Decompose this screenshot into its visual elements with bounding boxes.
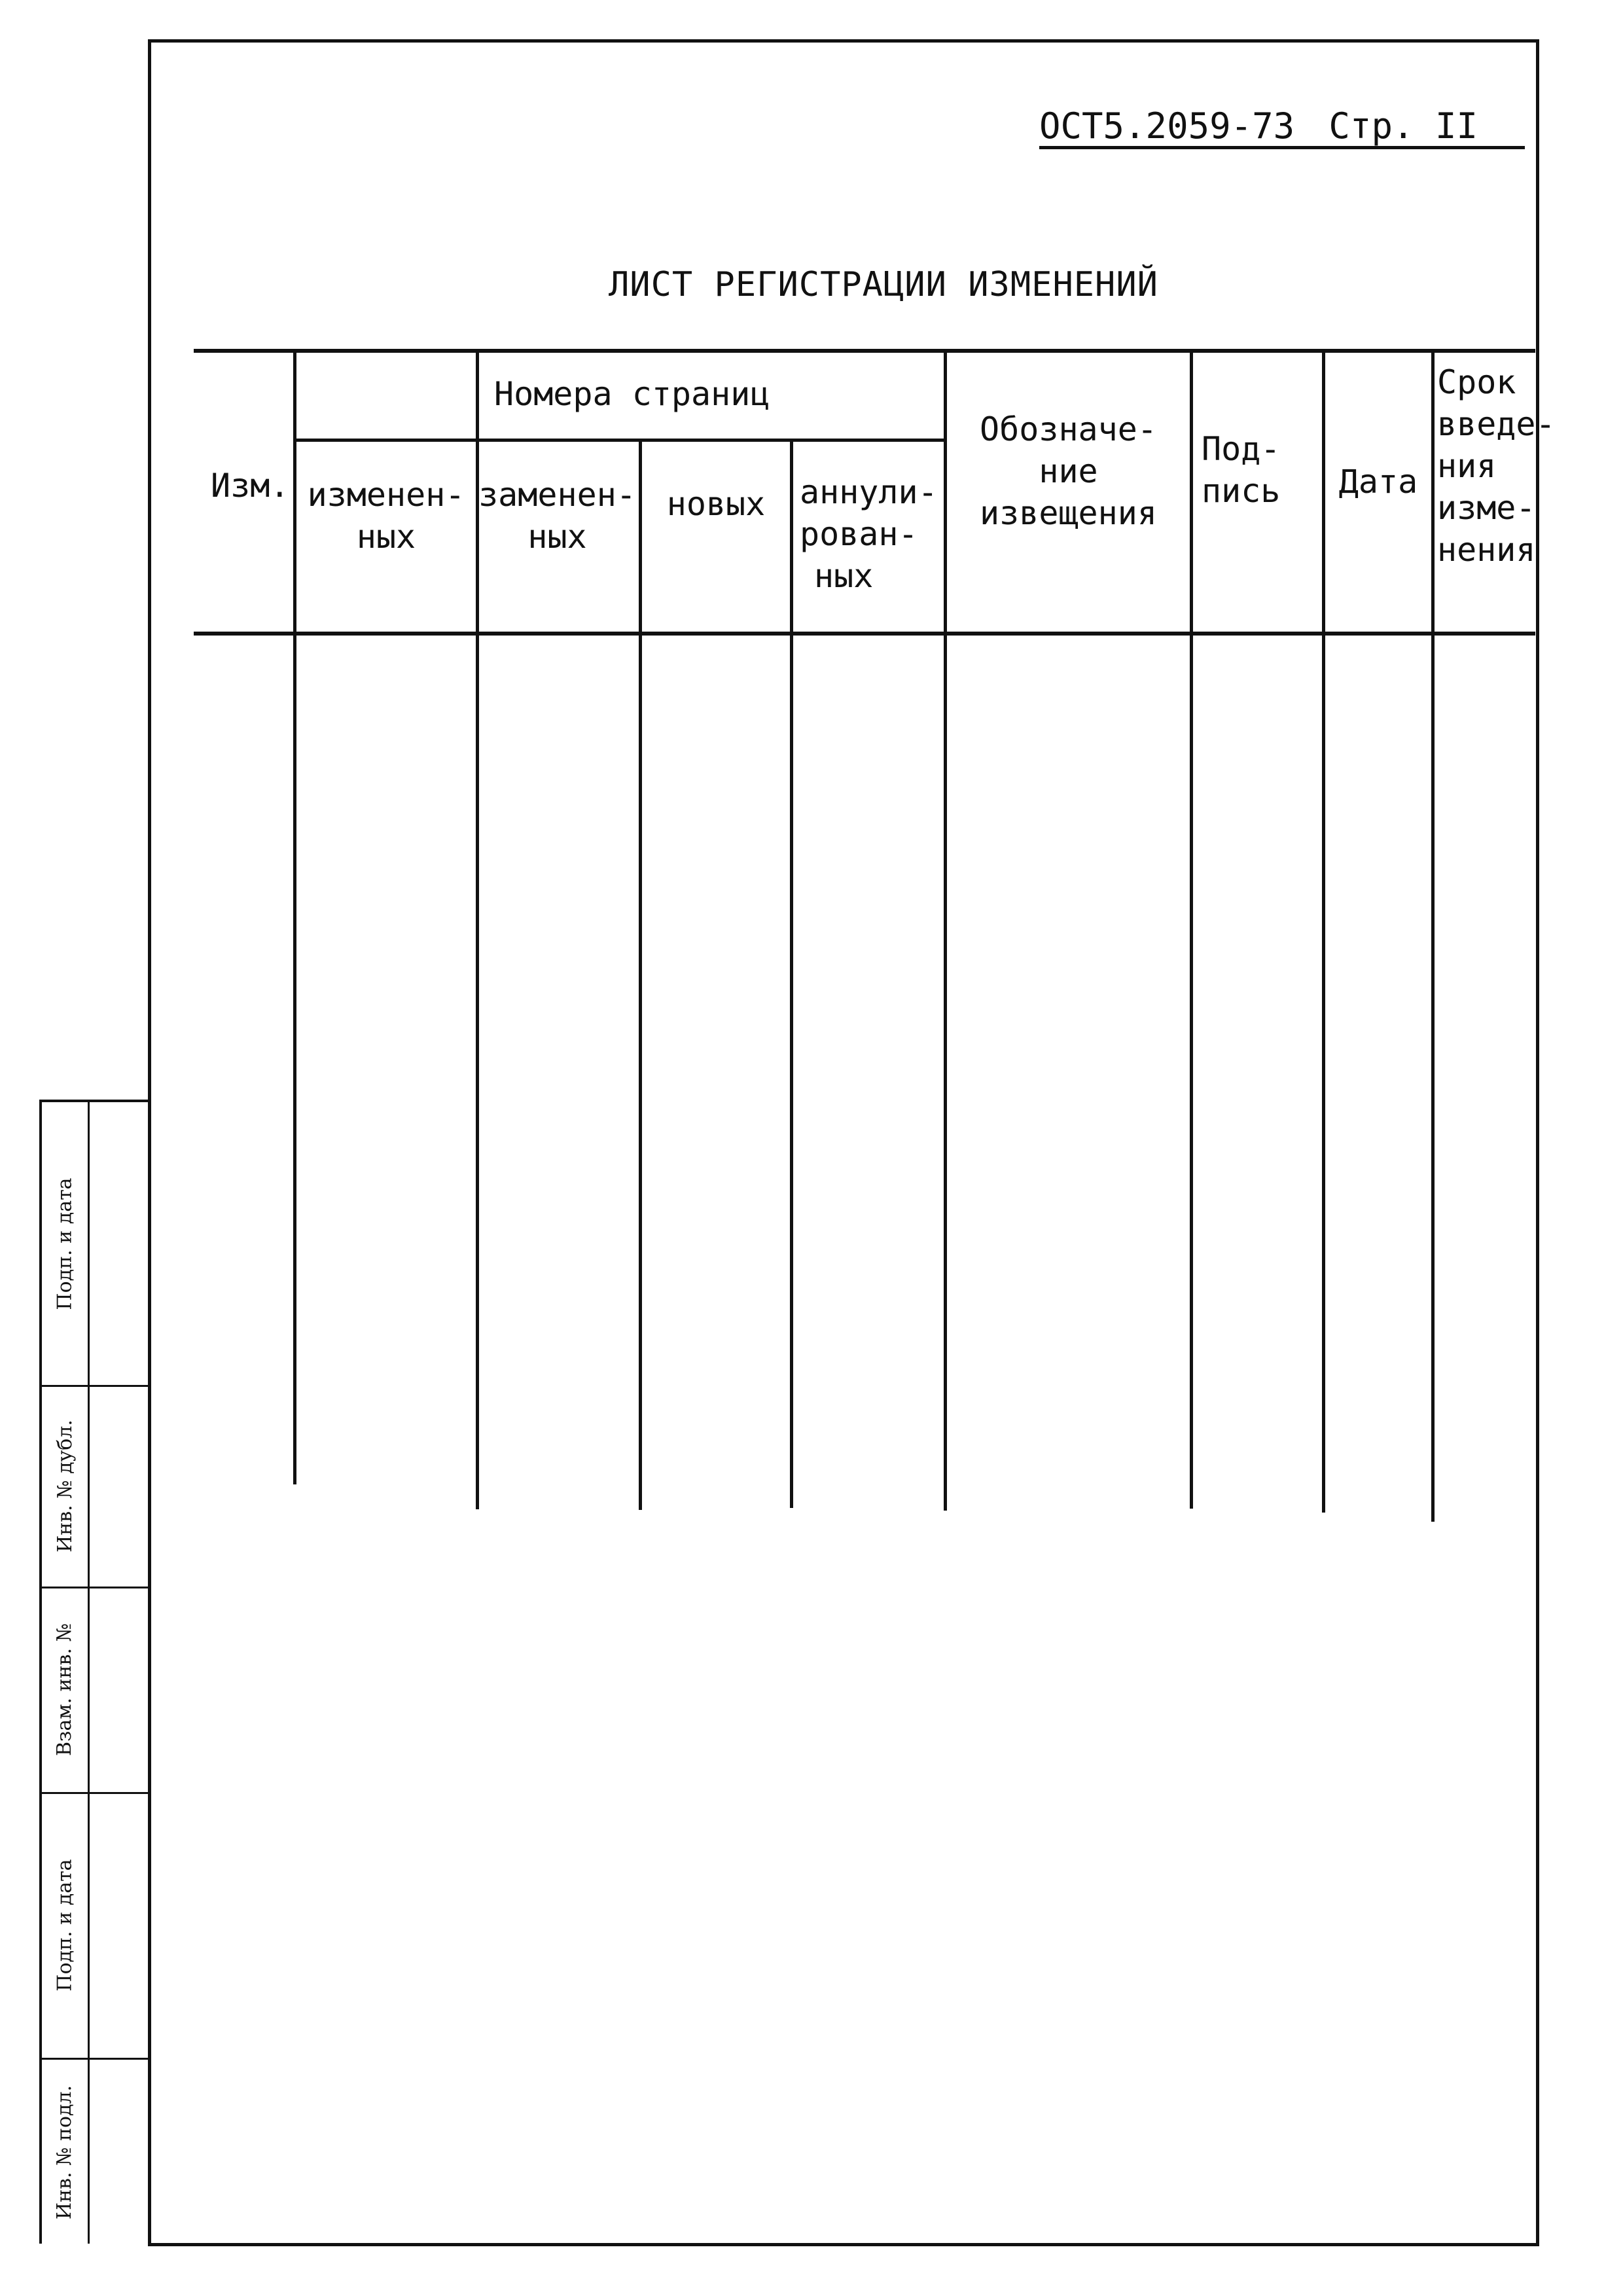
stamp-divider [88,1102,90,2244]
header-zamenennyh: заменен- ных [478,476,636,556]
column-rule [1431,349,1435,1522]
table-top-rule [194,349,1535,353]
header-novyh: новых [666,485,766,523]
header-bottom-rule [194,632,1535,636]
document-header [1039,98,1525,149]
header-annulirovannyh: аннули- рован- ных [800,473,938,595]
header-page-numbers: Номера страниц [494,375,770,413]
sheet-title: ЛИСТ РЕГИСТРАЦИИ ИЗМЕНЕНИЙ [609,265,1158,304]
stamp-podp-data-2: Подп. и дата [53,1858,77,1992]
header-oboznachenie: Обозначе- ние извещения [980,410,1157,532]
stamp-podp-data-1: Подп. и дата [53,1177,77,1310]
stamp-inv-dubl: Инв. № дубл. [53,1419,77,1552]
page-frame [148,39,1539,2246]
group-header-rule [293,439,944,442]
header-srok: Срок введе- ния изме- нения [1437,363,1556,569]
column-rule [1322,349,1325,1513]
stamp-inv-podl: Инв. № подл. [53,2085,77,2219]
header-izmenennyh: изменен- ных [307,476,465,556]
stamp-vzam-inv: Взам. инв. № [53,1623,77,1756]
column-rule [639,440,642,1510]
header-podpis: Под- пись [1202,430,1281,510]
header-izm: Изм. [211,467,290,505]
page-number: Стр. II [1329,105,1478,147]
side-stamp [39,1100,148,2244]
column-rule [790,440,793,1508]
header-data: Дата [1338,463,1418,501]
column-rule [1190,349,1193,1509]
document-code: ОСТ5.2059-73 [1039,105,1295,147]
